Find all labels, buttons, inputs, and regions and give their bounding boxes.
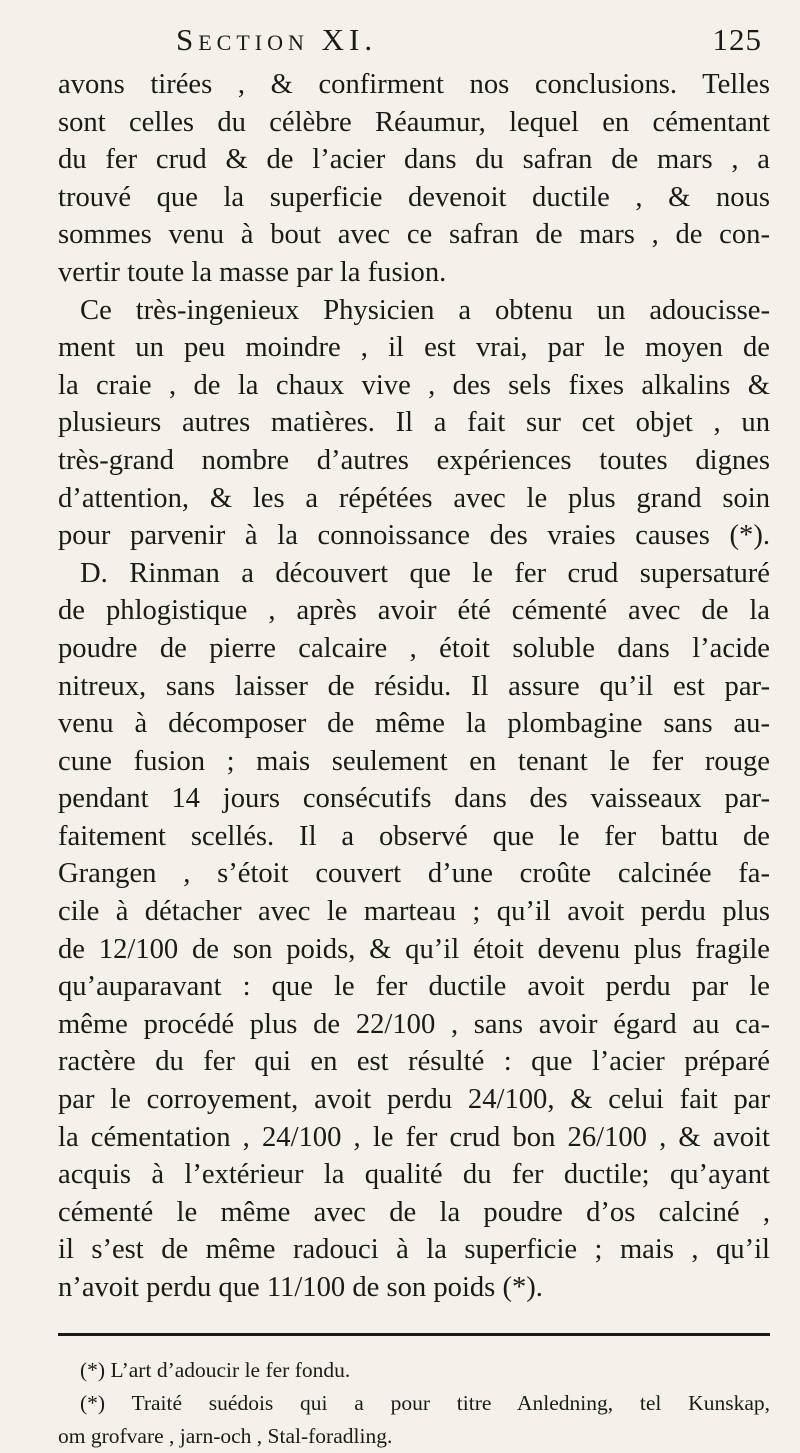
text-line: sommes venu à bout avec ce safran de mars , de con-: [58, 219, 770, 251]
text-line: cune fusion ; mais seulement en tenant le fer rouge: [58, 745, 770, 777]
text-line: ractère du fer qui en est résulté : que l’acier préparé: [58, 1046, 770, 1078]
text-line: venu à décomposer de même la plombagine sans au-: [58, 708, 770, 740]
text-line: sont celles du célèbre Réaumur, lequel en cémentant: [58, 106, 770, 138]
text-line: pendant 14 jours consécutifs dans des vaisseaux par-: [58, 783, 770, 815]
text-line: très-grand nombre d’autres expériences toutes dignes: [58, 444, 770, 476]
running-title: Section XI.: [176, 22, 378, 57]
text-line: du fer crud & de l’acier dans du safran de mars , a: [58, 144, 770, 176]
text-line: qu’auparavant : que le fer ductile avoit perdu par le: [58, 971, 770, 1003]
text-line: pour parvenir à la connoissance des vraies causes (*).: [58, 520, 770, 552]
text-line: cémenté le même avec de la poudre d’os calciné ,: [58, 1196, 770, 1228]
text-line: de 12/100 de son poids, & qu’il étoit devenu plus fragile: [58, 933, 770, 965]
text-line: n’avoit perdu que 11/100 de son poids (*).: [58, 1272, 543, 1303]
page-number: 125: [712, 22, 762, 57]
text-line: D. Rinman a découvert que le fer crud supersaturé: [80, 557, 770, 589]
text-line: poudre de pierre calcaire , étoit soluble dans l’acide: [58, 632, 770, 664]
text-line: Ce très-ingenieux Physicien a obtenu un adoucisse-: [80, 294, 770, 326]
text-line: nitreux, sans laisser de résidu. Il assure qu’il est par-: [58, 670, 770, 702]
text-line: avons tirées , & confirment nos conclusions. Telles: [58, 69, 770, 100]
text-line: il s’est de même radouci à la superficie ; mais , qu’il: [58, 1234, 770, 1266]
body-text: [58, 66, 770, 1307]
page-header: [58, 22, 770, 66]
text-line: la cémentation , 24/100 , le fer crud bon 26/100 , & avoit: [58, 1121, 770, 1153]
text-line: trouvé que la superficie devenoit ductile , & nous: [58, 181, 770, 213]
text-line: d’attention, & les a répétées avec le plus grand soin: [58, 482, 770, 514]
text-line: la craie , de la chaux vive , des sels fixes alkalins &: [58, 369, 770, 401]
text-line: ment un peu moindre , il est vrai, par le moyen de: [58, 332, 770, 364]
footnote: (*) L’art d’adoucir le fer fondu.: [80, 1357, 351, 1382]
text-line: cile à détacher avec le marteau ; qu’il avoit perdu plus: [58, 896, 770, 928]
footnotes: [58, 1354, 770, 1453]
text-line: vertir toute la masse par la fusion.: [58, 256, 447, 288]
text-line: plusieurs autres matières. Il a fait sur cet objet , un: [58, 407, 770, 439]
text-line: acquis à l’extérieur la qualité du fer ductile; qu’ayant: [58, 1159, 770, 1191]
text-line: même procédé plus de 22/100 , sans avoir égard au ca-: [58, 1008, 770, 1040]
footnote: om grofvare , jarn-och , Stal-foradling.: [58, 1423, 393, 1448]
text-line: Grangen , s’étoit couvert d’une croûte calcinée fa-: [58, 858, 770, 890]
footnote: (*) Traité suédois qui a pour titre Anledning, tel Kunskap,: [80, 1390, 770, 1415]
text-line: par le corroyement, avoit perdu 24/100, & celui fait par: [58, 1084, 770, 1116]
footnote-divider: [58, 1333, 770, 1336]
text-line: de phlogistique , après avoir été cémenté avec de la: [58, 595, 770, 627]
text-line: faitement scellés. Il a observé que le fer battu de: [58, 820, 770, 852]
